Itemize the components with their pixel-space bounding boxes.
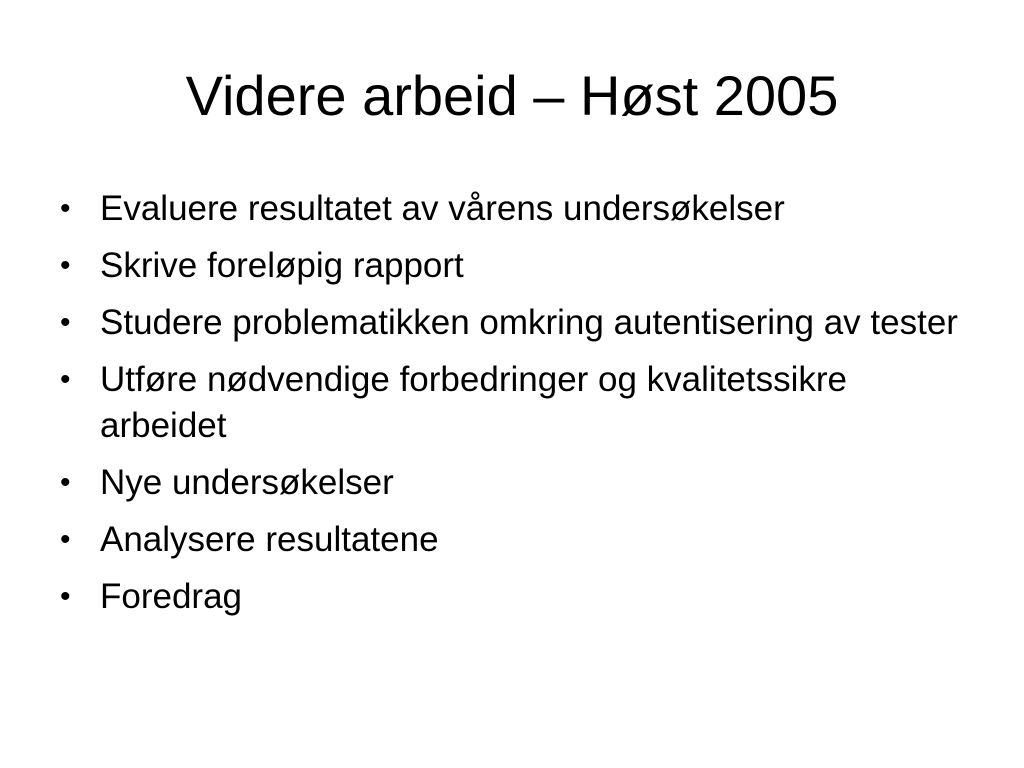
bullet-dot-icon: • — [60, 192, 71, 225]
bullet-text: Foredrag — [100, 577, 243, 616]
bullet-item — [56, 300, 976, 346]
bullet-item — [56, 243, 976, 289]
bullet-text: Analysere resultatene — [100, 520, 439, 559]
bullet-dot-icon: • — [60, 306, 71, 339]
bullet-text: Nye undersøkelser — [100, 463, 394, 502]
bullet-list — [56, 186, 976, 631]
bullet-item — [56, 357, 976, 449]
bullet-dot-icon: • — [60, 363, 71, 396]
bullet-dot-icon: • — [60, 249, 71, 282]
bullet-item — [56, 574, 976, 620]
bullet-text: Skrive foreløpig rapport — [100, 246, 464, 285]
bullet-dot-icon: • — [60, 466, 71, 499]
bullet-item — [56, 517, 976, 563]
bullet-text: Utføre nødvendige forbedringer og kvalitetssikre arbeidet — [100, 360, 848, 445]
bullet-item — [56, 186, 976, 232]
slide-title: Videre arbeid – Høst 2005 — [185, 64, 839, 127]
bullet-text: Evaluere resultatet av vårens undersøkelser — [100, 189, 785, 228]
bullet-dot-icon: • — [60, 523, 71, 556]
bullet-dot-icon: • — [60, 580, 71, 613]
bullet-item — [56, 460, 976, 506]
bullet-text: Studere problematikken omkring autentisering av tester — [100, 303, 958, 342]
